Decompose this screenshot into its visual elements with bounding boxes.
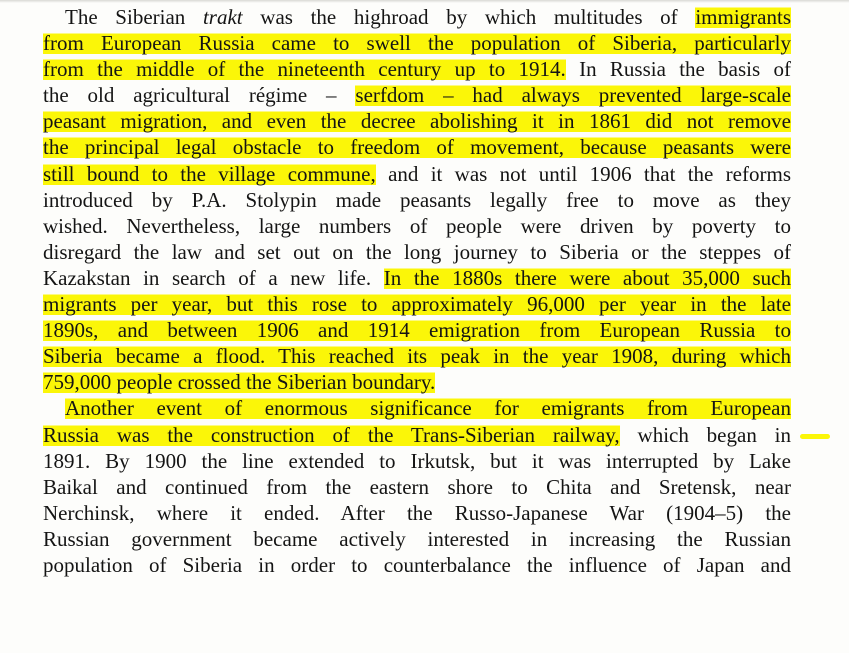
highlighted-text: from European Russia came to swell the population of Siberia, particularly (43, 31, 791, 56)
highlighted-text: immigrants (695, 5, 791, 29)
text-run: introduced by P.A. Stolypin made peasants legally free to move as they (43, 187, 791, 212)
highlighted-text: Russia was the construction of the Trans-Siberian railway, (43, 422, 620, 447)
text-line (43, 474, 791, 500)
text-run: which began in (619, 422, 792, 447)
text-line (43, 239, 791, 265)
text-run: Nerchinsk, where it ended. After the Russo-Japanese War (1904–5) the (43, 500, 791, 525)
text-run: the old agricultural régime – (43, 83, 356, 108)
highlighted-text: In the 1880s there were about 35,000 such (383, 265, 791, 290)
text-line (43, 213, 791, 239)
body-text (43, 4, 791, 578)
text-run: Baikal and continued from the eastern shore to Chita and Sretensk, near (43, 474, 791, 499)
highlighted-text: still bound to the village commune, (43, 161, 376, 186)
text-run: trakt (202, 5, 243, 29)
text-line (43, 552, 791, 578)
text-run: In Russia the basis of (565, 57, 791, 82)
text-line (43, 82, 791, 108)
highlighted-text: migrants per year, but this rose to approximately 96,000 per year in the late (43, 292, 791, 317)
text-run: Kazakstan in search of a new life. (43, 265, 384, 290)
text-line (43, 395, 791, 421)
text-line (43, 134, 791, 160)
text-line (43, 448, 791, 474)
text-line (43, 187, 791, 213)
page-top-edge (0, 0, 849, 3)
highlighted-text: the principal legal obstacle to freedom of movement, because peasants were (43, 135, 791, 160)
text-line (43, 4, 791, 30)
text-line (43, 108, 791, 134)
highlighted-text: Siberia became a flood. This reached its peak in the year 1908, during which (43, 344, 791, 369)
text-line (43, 291, 791, 317)
text-run: 1891. By 1900 the line extended to Irkutsk, but it was interrupted by Lake (43, 448, 791, 473)
text-line (43, 343, 791, 369)
highlighted-text: from the middle of the nineteenth century up to 1914. (43, 57, 566, 82)
highlighter-stroke (800, 434, 830, 439)
text-run: disregard the law and set out on the long journey to Siberia or the steppes of (43, 239, 791, 264)
text-line (43, 500, 791, 526)
text-line (43, 317, 791, 343)
highlighted-text: Another event of enormous significance for emigrants from European (65, 396, 791, 421)
text-line (43, 526, 791, 552)
highlighted-text: serfdom – had always prevented large-scale (355, 83, 791, 108)
text-line (43, 369, 791, 395)
text-line (43, 56, 791, 82)
text-run: population of Siberia in order to counterbalance the influence of Japan and (43, 552, 791, 577)
text-run: was the highroad by which multitudes of (242, 5, 696, 29)
highlighted-text: peasant migration, and even the decree abolishing it in 1861 did not remove (43, 109, 791, 134)
text-line (43, 161, 791, 187)
highlighted-text: 1890s, and between 1906 and 1914 emigration from European Russia to (43, 318, 791, 343)
text-line (43, 422, 791, 448)
text-run: and it was not until 1906 that the reforms (375, 161, 791, 186)
text-line (43, 30, 791, 56)
text-run: wished. Nevertheless, large numbers of people were driven by poverty to (43, 213, 791, 238)
text-run: The Siberian (65, 5, 203, 29)
text-line (43, 265, 791, 291)
text-run: Russian government became actively interested in increasing the Russian (43, 526, 791, 551)
highlighted-text: 759,000 people crossed the Siberian boundary. (43, 370, 436, 395)
